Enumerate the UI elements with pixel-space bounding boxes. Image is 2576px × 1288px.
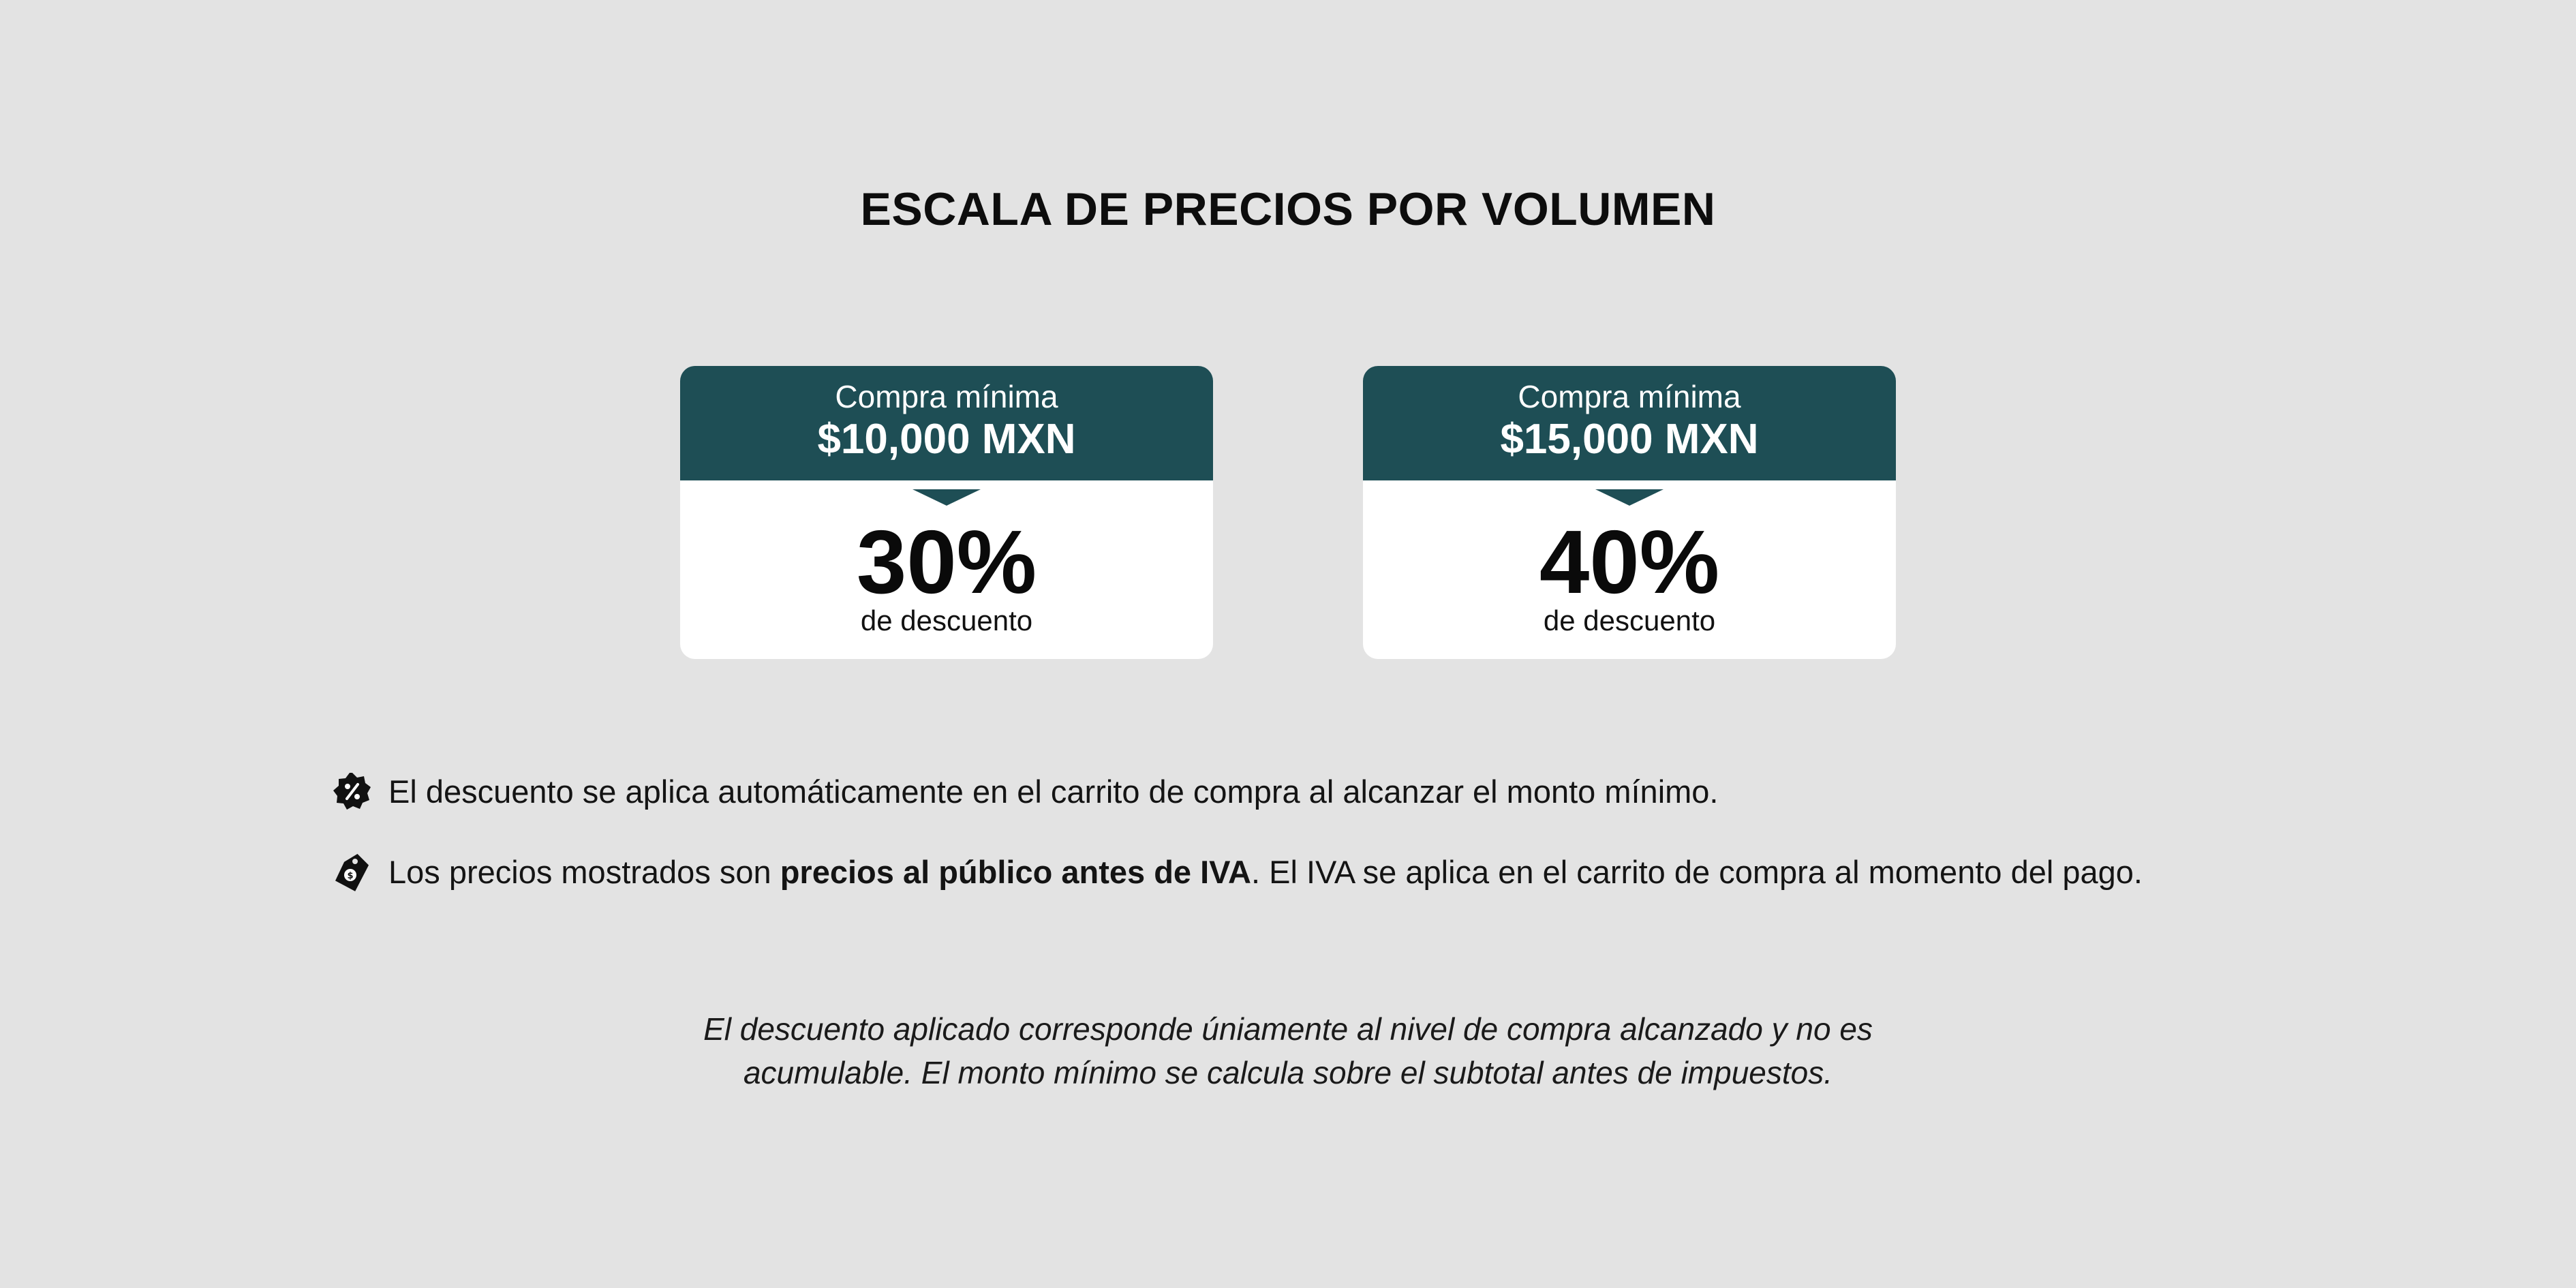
note-text (388, 853, 2143, 891)
page-title: ESCALA DE PRECIOS POR VOLUMEN (860, 183, 1716, 235)
disclaimer (0, 1007, 2576, 1094)
tier-discount-percent: 30% (856, 512, 1037, 612)
tier-discount-label: de descuento (1543, 604, 1716, 637)
tier-discount-label: de descuento (860, 604, 1033, 637)
disclaimer-line-2: acumulable. El monto mínimo se calcula sobre el subtotal antes de impuestos. (743, 1055, 1833, 1090)
pointer-arrow-icon (1595, 489, 1663, 506)
percent-badge-icon (333, 770, 372, 812)
note-text-bold: precios al público antes de IVA (780, 853, 1251, 890)
tier-caption: Compra mínima (1518, 379, 1741, 414)
disclaimer-line-1: El descuento aplicado corresponde úniamente al nivel de compra alcanzado y no es (703, 1011, 1873, 1047)
tier-caption: Compra mínima (835, 379, 1058, 414)
tier-header (680, 366, 1213, 480)
price-tag-icon (333, 850, 372, 893)
note-text-end: . El IVA se aplica en el carrito de compra al momento del pago. (1251, 853, 2143, 890)
tier-discount-percent: 40% (1539, 512, 1720, 612)
note-automatic-discount (333, 770, 1719, 812)
note-text-start: Los precios mostrados son (388, 853, 780, 890)
note-price-before-tax (333, 850, 2143, 893)
svg-text:$: $ (347, 871, 354, 881)
pointer-arrow-icon (913, 489, 981, 506)
tier-card-15000 (1363, 366, 1896, 659)
tier-card-10000 (680, 366, 1213, 659)
tier-amount: $15,000 MXN (1500, 416, 1759, 463)
tier-amount: $10,000 MXN (817, 416, 1076, 463)
tier-header (1363, 366, 1896, 480)
note-text: El descuento se aplica automáticamente en el carrito de compra al alcanzar el monto mínimo. (388, 773, 1719, 810)
